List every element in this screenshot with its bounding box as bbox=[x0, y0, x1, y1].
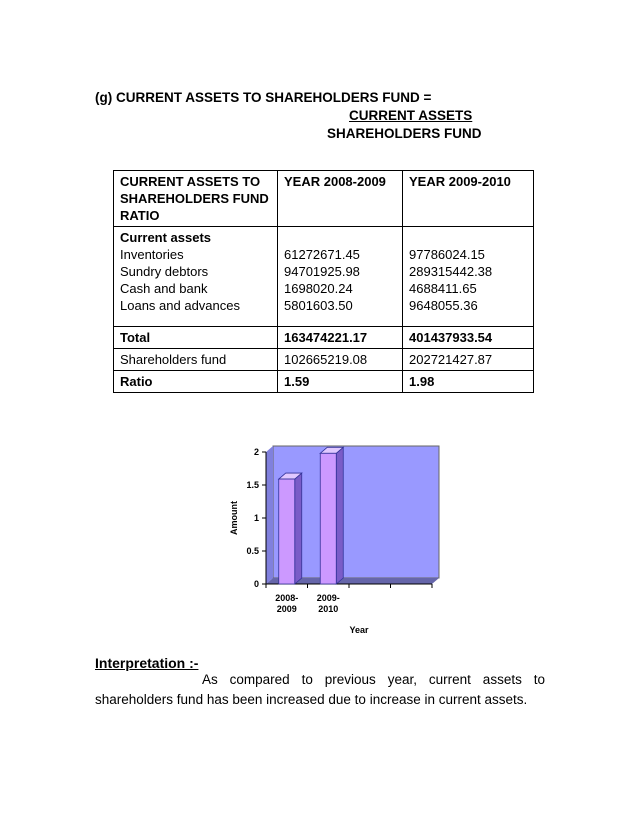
shareholders-row bbox=[114, 349, 534, 371]
item-value-year2: 97786024.15 bbox=[409, 247, 485, 262]
shareholders-year1: 102665219.08 bbox=[278, 349, 403, 371]
header-cell-title: CURRENT ASSETS TO SHAREHOLDERS FUND RATIO bbox=[114, 171, 278, 227]
total-year2: 401437933.54 bbox=[403, 327, 534, 349]
y-tick-label: 2 bbox=[253, 447, 259, 457]
bar bbox=[279, 479, 295, 584]
item-label: Sundry debtors bbox=[120, 264, 209, 279]
shareholders-label: Shareholders fund bbox=[114, 349, 278, 371]
x-axis-title: Year bbox=[349, 625, 369, 635]
y-tick-label: 0.5 bbox=[246, 546, 259, 556]
item-value-year1: 94701925.98 bbox=[284, 264, 360, 279]
item-value-year2: 4688411.65 bbox=[409, 281, 477, 296]
item-label: Inventories bbox=[120, 247, 184, 262]
item-label: Loans and advances bbox=[120, 298, 240, 313]
section-heading: (g) CURRENT ASSETS TO SHAREHOLDERS FUND = bbox=[95, 90, 432, 105]
ratio-bar-chart bbox=[200, 432, 460, 640]
y-tick-label: 1 bbox=[253, 513, 259, 523]
y-tick-label: 0 bbox=[253, 579, 259, 589]
item-value-year2: 9648055.36 bbox=[409, 298, 478, 313]
y-axis-title: Amount bbox=[229, 501, 239, 535]
ratio-label: Ratio bbox=[114, 371, 278, 393]
item-value-year1: 61272671.45 bbox=[284, 247, 360, 262]
item-value-year1: 1698020.24 bbox=[284, 281, 353, 296]
current-assets-block bbox=[114, 227, 534, 327]
item-label: Cash and bank bbox=[120, 281, 208, 296]
item-value-year2: 289315442.38 bbox=[409, 264, 493, 279]
formula-numerator: CURRENT ASSETS bbox=[349, 108, 473, 123]
item-value-year1: 5801603.50 bbox=[284, 298, 353, 313]
ratio-year1: 1.59 bbox=[278, 371, 403, 393]
total-label: Total bbox=[114, 327, 278, 349]
total-row bbox=[114, 327, 534, 349]
total-year1: 163474221.17 bbox=[278, 327, 403, 349]
formula-denominator: SHAREHOLDERS FUND bbox=[327, 126, 482, 141]
table-header-row bbox=[114, 171, 534, 227]
bar-side bbox=[295, 473, 302, 584]
x-tick-label: 2008- bbox=[275, 593, 299, 603]
x-tick-label: 2010 bbox=[318, 604, 339, 614]
shareholders-year2: 202721427.87 bbox=[403, 349, 534, 371]
ratio-row bbox=[114, 371, 534, 393]
ratio-table bbox=[113, 170, 534, 393]
bar-side bbox=[336, 447, 343, 584]
section-label: Current assets bbox=[120, 230, 212, 245]
x-tick-label: 2009 bbox=[276, 604, 297, 614]
bar bbox=[320, 453, 336, 584]
header-cell-year2: YEAR 2009-2010 bbox=[403, 171, 534, 227]
ratio-year2: 1.98 bbox=[403, 371, 534, 393]
header-cell-year1: YEAR 2008-2009 bbox=[278, 171, 403, 227]
x-tick-label: 2009- bbox=[316, 593, 340, 603]
interpretation-text: As compared to previous year, current assets to shareholders fund has been increased due to increase in current assets. bbox=[95, 672, 545, 707]
interpretation-title: Interpretation :- bbox=[95, 655, 199, 671]
y-tick-label: 1.5 bbox=[246, 480, 259, 490]
plot-side-wall bbox=[266, 446, 273, 584]
